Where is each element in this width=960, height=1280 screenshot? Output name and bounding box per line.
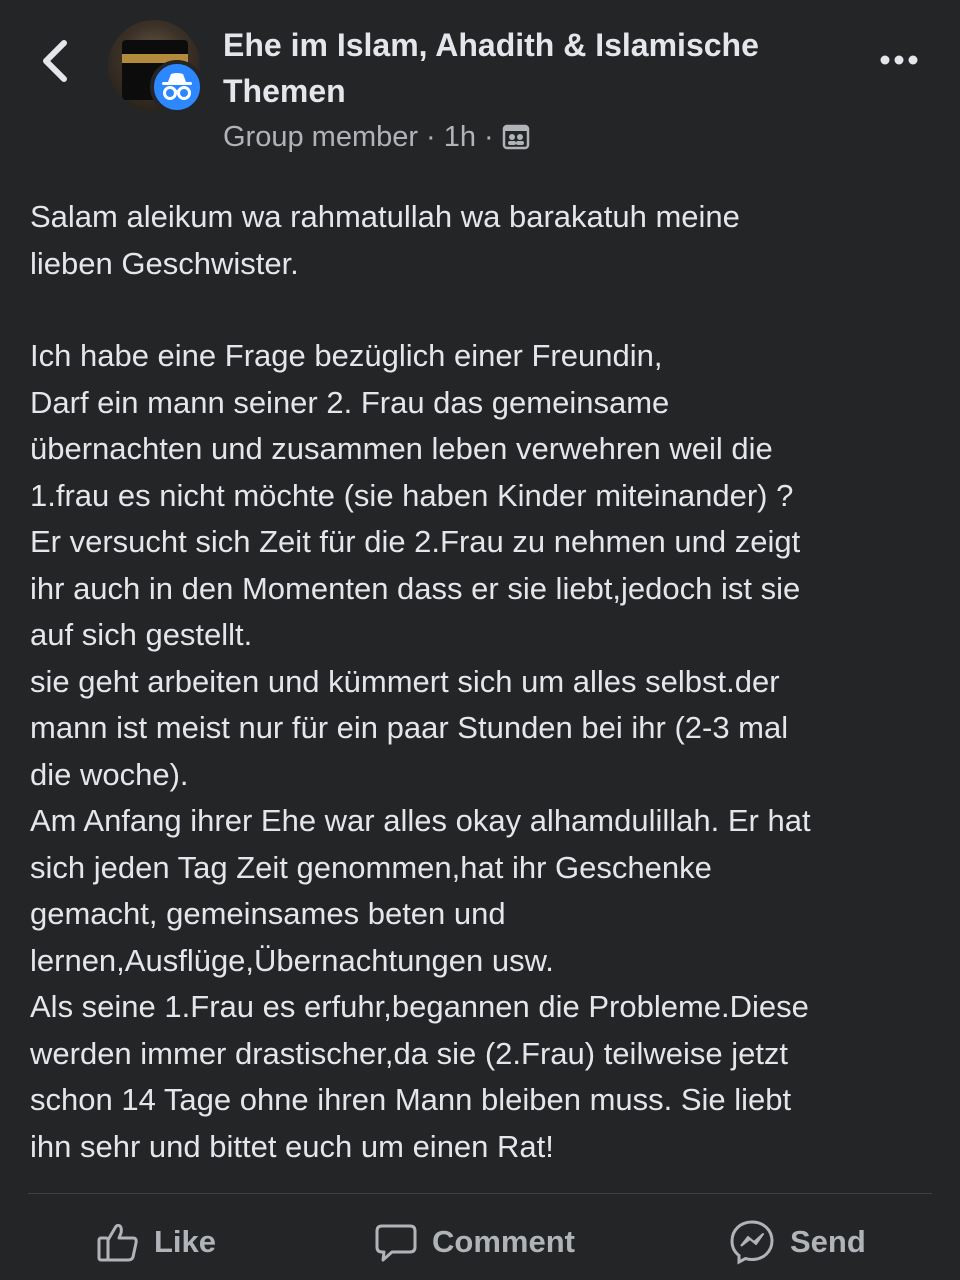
comment-icon [374, 1220, 418, 1264]
chevron-left-icon [40, 39, 70, 83]
send-button[interactable] [728, 1214, 866, 1270]
send-label: Send [790, 1224, 866, 1259]
more-options-icon [879, 54, 919, 66]
post-actions-bar [0, 1200, 960, 1280]
more-options-button[interactable] [874, 40, 924, 80]
post-text [30, 194, 935, 1170]
post-meta [223, 116, 530, 158]
comment-button[interactable] [374, 1214, 575, 1270]
like-button[interactable] [96, 1214, 216, 1270]
back-button[interactable] [30, 36, 80, 86]
author-label[interactable]: Group member [223, 120, 419, 153]
like-label: Like [154, 1224, 217, 1259]
meta-separator: · [426, 120, 436, 153]
messenger-icon [728, 1218, 776, 1266]
thumbs-up-icon [96, 1220, 140, 1264]
post-header [0, 0, 960, 180]
anonymous-member-icon [150, 60, 204, 114]
post-paragraph-question: Ich habe eine Frage bezüglich einer Freundin, Darf ein mann seiner 2. Frau das gemeinsame übernachten und zusammen leben verwehren weil die 1.frau es nicht möchte (sie haben Kinder miteinander) ? Er versucht sich Zeit für die 2.Frau zu nehmen und zeigt ihr auch in den Momenten dass er sie liebt,jedoch ist sie auf sich gestellt. sie geht arbeiten und kümmert sich um alles selbst.der mann ist meist nur für ein paar Stunden bei ihr (2-3 mal die woche). Am Anfang ihrer Ehe war alles okay alhamdulillah. Er hat sich jeden Tag Zeit genommen,hat ihr Geschenke gemacht, gemeinsames beten und lernen,Ausflüge,Übernachtungen usw. Als seine 1.Frau es erfuhr,begannen die Probleme.Diese werden immer drastischer,da sie (2.Frau) teilweise jetzt schon 14 Tage ohne ihren Mann bleiben muss. Sie liebt ihn sehr und bittet euch um einen Rat! [30, 338, 811, 1164]
group-members-icon [502, 123, 530, 151]
post-time[interactable]: 1h [443, 120, 476, 153]
meta-separator: · [483, 120, 494, 153]
comment-label: Comment [432, 1224, 575, 1259]
actions-divider [28, 1193, 932, 1194]
post-paragraph-greeting: Salam aleikum wa rahmatullah wa barakatuh meine lieben Geschwister. [30, 199, 740, 281]
group-name-link[interactable]: Ehe im Islam, Ahadith & Islamische Themen [223, 27, 759, 109]
